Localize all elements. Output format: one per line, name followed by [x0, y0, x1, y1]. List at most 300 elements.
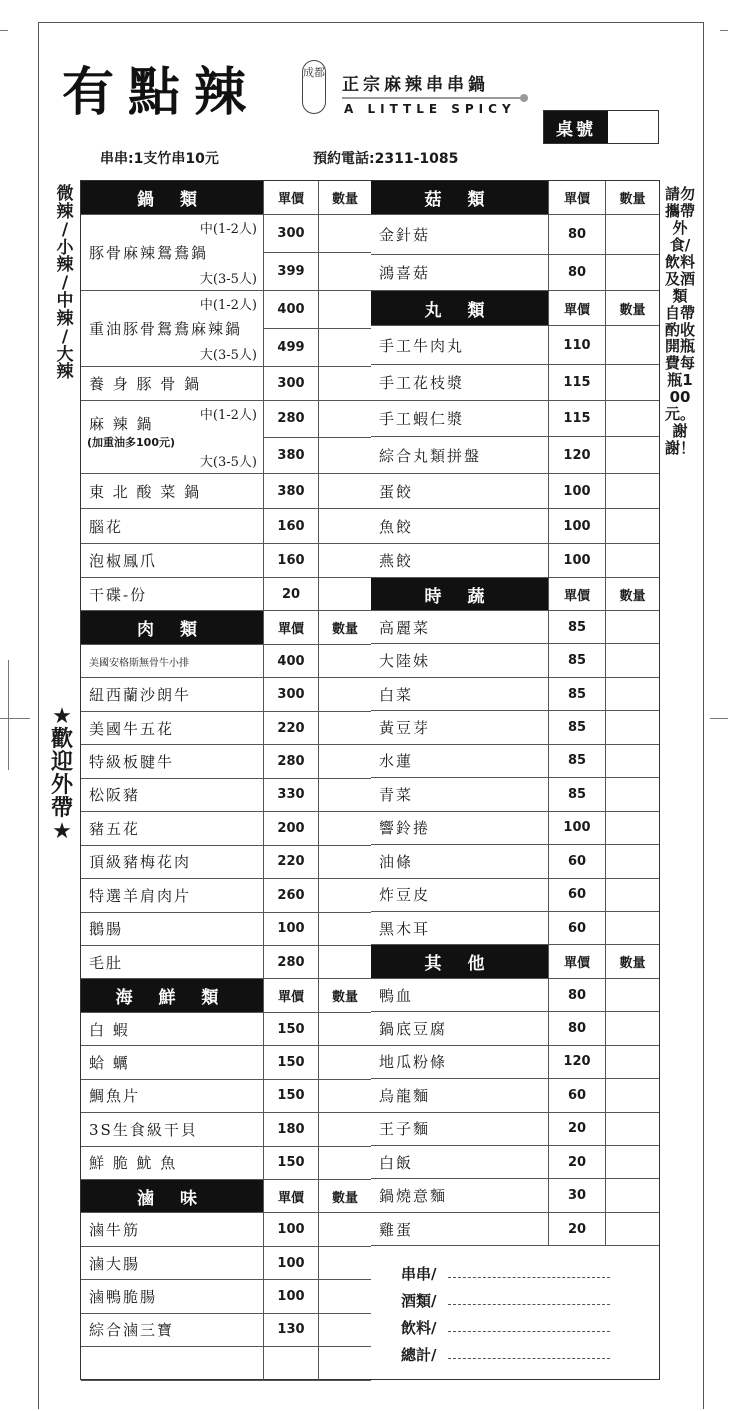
quantity-field[interactable] — [319, 879, 371, 911]
item-price — [264, 1247, 319, 1279]
menu-item-row — [371, 912, 659, 945]
quantity-field[interactable] — [319, 1213, 371, 1245]
menu-item-row — [81, 1013, 371, 1046]
menu-item-name: 魚餃 — [371, 509, 549, 543]
quantity-field[interactable] — [606, 979, 659, 1011]
table-number-box — [543, 110, 659, 144]
menu-item-row — [81, 367, 371, 401]
quantity-input[interactable] — [319, 846, 371, 878]
item-price — [264, 1280, 319, 1312]
quantity-input[interactable] — [319, 1147, 371, 1179]
quantity-field[interactable] — [319, 946, 371, 978]
size-medium-label: 中(1-2人) — [199, 222, 257, 237]
price-value: 115 — [563, 411, 591, 426]
menu-item-row — [81, 509, 371, 544]
quantity-field[interactable] — [606, 1213, 659, 1245]
item-price — [264, 1347, 319, 1379]
quantity-input[interactable] — [606, 1113, 659, 1145]
quantity-input[interactable] — [319, 291, 371, 366]
quantity-field[interactable] — [319, 1113, 371, 1145]
item-name-text: 麻 辣 鍋 — [89, 415, 154, 433]
quantity-field[interactable] — [319, 1314, 371, 1346]
menu-item-name: 金針菇 — [371, 215, 549, 254]
quantity-field[interactable] — [319, 1013, 371, 1045]
quantity-input[interactable] — [319, 913, 371, 945]
item-price — [549, 1113, 606, 1145]
menu-item-name: 高麗菜 — [371, 611, 549, 643]
item-price — [264, 712, 319, 744]
price-value: 100 — [563, 518, 591, 534]
menu-item-name: 滷牛筋 — [81, 1213, 264, 1245]
quantity-input[interactable] — [319, 1314, 371, 1346]
item-price — [264, 779, 319, 811]
menu-item-row — [371, 365, 659, 401]
item-price — [264, 474, 319, 508]
menu-item-row — [81, 1314, 371, 1347]
quantity-field[interactable] — [319, 252, 371, 290]
price-value: 20 — [567, 1221, 587, 1237]
quantity-column-header: 數量 — [619, 302, 646, 318]
price-value: 399 — [264, 252, 318, 290]
quantity-input[interactable] — [606, 437, 659, 473]
menu-item-name: 松阪豬 — [81, 779, 264, 811]
quantity-field[interactable] — [319, 1147, 371, 1179]
quantity-field[interactable] — [319, 578, 371, 610]
menu-item-row — [81, 1280, 371, 1313]
menu-item-name: 特級板腱牛 — [81, 745, 264, 777]
menu-item-name: 白 蝦 — [81, 1013, 264, 1045]
item-price — [264, 578, 319, 610]
price-value: 110 — [563, 337, 591, 353]
item-price — [264, 678, 319, 710]
price-value: 80 — [567, 1020, 587, 1036]
quantity-input[interactable] — [319, 509, 371, 543]
quantity-field[interactable] — [319, 544, 371, 577]
menu-item-row — [81, 745, 371, 778]
quantity-field[interactable] — [319, 215, 371, 252]
menu-item-name: 紐西蘭沙朗牛 — [81, 678, 264, 710]
item-price — [549, 611, 606, 643]
item-price — [549, 1146, 606, 1178]
quantity-field[interactable] — [606, 845, 659, 877]
quantity-field[interactable] — [606, 437, 659, 473]
quantity-input[interactable] — [606, 1046, 659, 1078]
quantity-field[interactable] — [319, 678, 371, 710]
quantity-field[interactable] — [606, 644, 659, 676]
quantity-field[interactable] — [319, 328, 371, 366]
menu-item-row — [371, 812, 659, 845]
price-value: 300 — [277, 226, 305, 241]
summary-label: 串串/ — [401, 1265, 437, 1284]
menu-item-row — [371, 401, 659, 437]
quantity-input[interactable] — [319, 946, 371, 978]
menu-item-name: 白菜 — [371, 678, 549, 710]
quantity-field[interactable] — [606, 215, 659, 254]
quantity-field[interactable] — [606, 326, 659, 364]
menu-item-row — [81, 578, 371, 611]
section-title: 丸 類 — [371, 291, 549, 325]
quantity-input[interactable] — [606, 1179, 659, 1211]
menu-item-row — [81, 1247, 371, 1280]
menu-item-row — [371, 509, 659, 544]
menu-item-name: 綜合丸類拼盤 — [371, 437, 549, 473]
menu-item-name: 蛋餃 — [371, 474, 549, 508]
item-price — [264, 401, 319, 473]
quantity-input[interactable] — [606, 401, 659, 436]
menu-item-row — [371, 1213, 659, 1246]
price-value: 80 — [567, 227, 587, 242]
menu-item-row — [81, 1147, 371, 1180]
price-value: 160 — [277, 553, 305, 568]
quantity-field[interactable] — [606, 879, 659, 911]
summary-total-field[interactable] — [448, 1350, 610, 1359]
quantity-field[interactable] — [319, 1046, 371, 1078]
menu-item-name: 黃豆芽 — [371, 711, 549, 743]
section-header — [371, 291, 659, 326]
menu-item-row — [371, 1012, 659, 1045]
quantity-field[interactable] — [606, 1079, 659, 1111]
menu-item-row — [81, 1347, 371, 1380]
quantity-field[interactable] — [606, 401, 659, 436]
price-column-header: 單價 — [264, 1180, 319, 1212]
quantity-input[interactable] — [319, 1113, 371, 1145]
quantity-field[interactable] — [606, 778, 659, 810]
quantity-field[interactable] — [606, 711, 659, 743]
menu-item-name: 特選羊肩肉片 — [81, 879, 264, 911]
quantity-input[interactable] — [606, 879, 659, 911]
price-value: 30 — [567, 1188, 587, 1204]
quantity-input[interactable] — [319, 1080, 371, 1112]
price-column-header: 單價 — [264, 181, 319, 214]
quantity-field[interactable] — [606, 1113, 659, 1145]
menu-item-row — [81, 645, 371, 678]
menu-item-name: 毛肚 — [81, 946, 264, 978]
quantity-input[interactable] — [319, 812, 371, 844]
item-price — [264, 509, 319, 543]
quantity-field[interactable] — [606, 745, 659, 777]
quantity-input[interactable] — [606, 326, 659, 364]
item-price — [549, 1046, 606, 1078]
summary-total-field[interactable] — [448, 1323, 610, 1332]
price-value: 300 — [277, 376, 305, 391]
quantity-field[interactable] — [606, 611, 659, 643]
size-medium-label: 中(1-2人) — [199, 408, 257, 423]
crop-mark — [720, 30, 728, 31]
item-price — [264, 1314, 319, 1346]
menu-item-name: 3S生食級干貝 — [81, 1113, 264, 1145]
quantity-field[interactable] — [606, 509, 659, 543]
quantity-field[interactable] — [319, 779, 371, 811]
quantity-field[interactable] — [606, 365, 659, 400]
quantity-column-header: 數量 — [331, 990, 358, 1006]
quantity-field[interactable] — [606, 255, 659, 290]
menu-item-name: 油條 — [371, 845, 549, 877]
section-header — [81, 611, 371, 645]
menu-item-row — [81, 1080, 371, 1113]
summary-total-field[interactable] — [448, 1269, 610, 1278]
quantity-input[interactable] — [319, 645, 371, 677]
reservation-phone: 預約電話:2311-1085 — [313, 151, 459, 167]
quantity-input[interactable] — [319, 1347, 371, 1379]
table-number-field[interactable] — [608, 111, 658, 143]
section-title: 菇 類 — [371, 181, 549, 214]
quantity-input[interactable] — [319, 779, 371, 811]
quantity-input[interactable] — [606, 778, 659, 810]
menu-left-column — [81, 181, 371, 1381]
item-name-text: 豚骨麻辣鴛鴦鍋 — [89, 244, 209, 262]
quantity-input[interactable] — [606, 912, 659, 944]
quantity-input[interactable] — [319, 474, 371, 508]
quantity-field[interactable] — [606, 544, 659, 577]
quantity-field[interactable] — [606, 912, 659, 944]
item-price — [549, 745, 606, 777]
price-value: 160 — [277, 518, 305, 534]
menu-item-row — [81, 846, 371, 879]
price-column-header: 單價 — [549, 291, 606, 325]
item-price — [549, 879, 606, 911]
quantity-field[interactable] — [319, 291, 371, 328]
menu-item-row — [81, 401, 371, 474]
quantity-input[interactable] — [319, 879, 371, 911]
quantity-field[interactable] — [606, 812, 659, 844]
price-value: 60 — [567, 920, 587, 936]
menu-item-row — [81, 1113, 371, 1146]
menu-item-name: 手工牛肉丸 — [371, 326, 549, 364]
quantity-column-header: 數量 — [331, 622, 358, 637]
menu-item-row — [371, 255, 659, 291]
quantity-field[interactable] — [319, 367, 371, 400]
menu-item-name: 鴨血 — [371, 979, 549, 1011]
item-price — [264, 1213, 319, 1245]
price-value: 100 — [277, 1255, 305, 1271]
quantity-field[interactable] — [319, 645, 371, 677]
menu-item-row — [81, 812, 371, 845]
item-price — [264, 812, 319, 844]
item-price — [549, 644, 606, 676]
price-column-header: 單價 — [264, 611, 319, 644]
item-price — [549, 678, 606, 710]
menu-item-row — [371, 678, 659, 711]
quantity-field[interactable] — [606, 1146, 659, 1178]
quantity-field[interactable] — [319, 401, 371, 437]
price-value: 330 — [277, 787, 305, 803]
quantity-input[interactable] — [606, 611, 659, 643]
price-column-header: 單價 — [549, 181, 606, 214]
price-value: 60 — [567, 1087, 587, 1103]
menu-item-row — [81, 913, 371, 946]
quantity-input[interactable] — [606, 1012, 659, 1044]
price-value: 280 — [277, 411, 305, 427]
menu-right-column — [371, 181, 659, 1379]
quantity-input[interactable] — [319, 1247, 371, 1279]
item-price — [549, 711, 606, 743]
menu-item-name — [81, 291, 264, 366]
summary-line — [401, 1287, 610, 1314]
price-value: 280 — [277, 754, 305, 770]
item-price — [549, 812, 606, 844]
quantity-input[interactable] — [319, 1046, 371, 1078]
quantity-field[interactable] — [319, 812, 371, 844]
summary-line — [401, 1341, 610, 1368]
menu-item-row — [371, 644, 659, 677]
summary-label: 飲料/ — [401, 1319, 437, 1338]
menu-item-row — [371, 778, 659, 811]
quantity-input[interactable] — [606, 215, 659, 254]
item-price — [264, 846, 319, 878]
quantity-input[interactable] — [319, 578, 371, 610]
price-value: 150 — [277, 1155, 305, 1171]
menu-item-name: 手工花枝漿 — [371, 365, 549, 400]
quantity-field[interactable] — [319, 474, 371, 508]
menu-item-name: 頂級豬梅花肉 — [81, 846, 264, 878]
item-price — [264, 544, 319, 577]
quantity-input[interactable] — [319, 1280, 371, 1312]
item-price — [264, 1013, 319, 1045]
quantity-field[interactable] — [606, 1012, 659, 1044]
menu-item-name: 滷大腸 — [81, 1247, 264, 1279]
summary-total-field[interactable] — [448, 1296, 610, 1305]
item-price — [549, 778, 606, 810]
quantity-field[interactable] — [319, 1347, 371, 1379]
menu-item-name: 腦花 — [81, 509, 264, 543]
price-value: 499 — [264, 328, 318, 366]
item-price — [549, 1179, 606, 1211]
takeout-welcome: ★歡迎外帶★ — [50, 704, 73, 845]
quantity-input[interactable] — [606, 812, 659, 844]
quantity-input[interactable] — [319, 367, 371, 400]
quantity-input[interactable] — [606, 1213, 659, 1245]
summary-label: 總計/ — [401, 1346, 437, 1365]
quantity-field[interactable] — [319, 712, 371, 744]
quantity-input[interactable] — [319, 1013, 371, 1045]
item-price — [549, 544, 606, 577]
price-value: 85 — [567, 686, 587, 702]
price-value: 100 — [563, 483, 591, 499]
price-value: 220 — [277, 720, 305, 736]
section-header — [371, 945, 659, 978]
quantity-column-header: 數量 — [619, 588, 646, 604]
menu-item-row — [81, 1046, 371, 1079]
quantity-input[interactable] — [319, 544, 371, 577]
section-title: 海 鮮 類 — [81, 979, 264, 1011]
quantity-input[interactable] — [606, 544, 659, 577]
menu-item-name: 鯛魚片 — [81, 1080, 264, 1112]
size-large-label: 大(3-5人) — [199, 272, 257, 287]
price-value: 180 — [277, 1121, 305, 1137]
summary-line — [401, 1314, 610, 1341]
menu-item-name: 青菜 — [371, 778, 549, 810]
quantity-field[interactable] — [606, 1179, 659, 1211]
price-value: 150 — [277, 1088, 305, 1104]
price-value: 100 — [277, 1289, 305, 1305]
quantity-field[interactable] — [319, 846, 371, 878]
quantity-input[interactable] — [606, 255, 659, 290]
quantity-field[interactable] — [319, 1280, 371, 1312]
quantity-input[interactable] — [606, 509, 659, 543]
quantity-field[interactable] — [319, 913, 371, 945]
quantity-field[interactable] — [319, 745, 371, 777]
quantity-input[interactable] — [319, 215, 371, 290]
quantity-field[interactable] — [606, 678, 659, 710]
quantity-input[interactable] — [606, 678, 659, 710]
quantity-field[interactable] — [319, 1247, 371, 1279]
crop-mark — [8, 660, 9, 770]
quantity-input[interactable] — [319, 712, 371, 744]
menu-item-name: 黑木耳 — [371, 912, 549, 944]
quantity-input[interactable] — [606, 845, 659, 877]
price-value: 260 — [277, 887, 305, 903]
quantity-input[interactable] — [319, 745, 371, 777]
price-value: 150 — [277, 1054, 305, 1070]
price-value: 20 — [567, 1154, 587, 1170]
price-column-header: 單價 — [549, 578, 606, 610]
quantity-input[interactable] — [319, 401, 371, 473]
quantity-input[interactable] — [606, 365, 659, 400]
item-price — [549, 365, 606, 400]
item-price — [264, 1080, 319, 1112]
menu-item-row — [81, 712, 371, 745]
outside-food-notice: 請勿攜帶外食/飲料及酒類 自帶酌收開瓶費每瓶100元。謝謝！ — [664, 185, 695, 458]
section-title: 時 蔬 — [371, 578, 549, 610]
item-price — [549, 401, 606, 436]
quantity-field[interactable] — [606, 1046, 659, 1078]
item-price — [549, 474, 606, 508]
quantity-input[interactable] — [606, 711, 659, 743]
price-value: 85 — [567, 619, 587, 635]
item-price — [549, 215, 606, 254]
menu-item-row — [371, 1046, 659, 1079]
item-price — [264, 745, 319, 777]
item-price — [264, 913, 319, 945]
price-value: 300 — [277, 687, 305, 703]
quantity-field[interactable] — [606, 474, 659, 508]
menu-item-row — [371, 979, 659, 1012]
price-value: 85 — [567, 753, 587, 769]
item-price — [264, 1147, 319, 1179]
menu-item-name: 美國安格斯無骨牛小排 — [81, 645, 264, 677]
quantity-field[interactable] — [319, 509, 371, 543]
price-column-header: 單價 — [264, 979, 319, 1011]
quantity-input[interactable] — [606, 979, 659, 1011]
price-value: 60 — [567, 853, 587, 869]
menu-item-name: 水蓮 — [371, 745, 549, 777]
quantity-input[interactable] — [606, 1079, 659, 1111]
menu-item-name — [81, 215, 264, 290]
menu-item-row — [81, 879, 371, 912]
item-price — [549, 255, 606, 290]
menu-item-name: 蛤 蠣 — [81, 1046, 264, 1078]
quantity-input[interactable] — [319, 1213, 371, 1245]
quantity-column-header: 數量 — [619, 192, 646, 207]
menu-item-row — [371, 1079, 659, 1112]
quantity-input[interactable] — [606, 1146, 659, 1178]
price-value: 80 — [567, 987, 587, 1003]
quantity-field[interactable] — [319, 437, 371, 474]
price-value — [264, 1347, 318, 1379]
item-price — [264, 367, 319, 400]
quantity-field[interactable] — [319, 1080, 371, 1112]
quantity-input[interactable] — [606, 474, 659, 508]
quantity-input[interactable] — [606, 745, 659, 777]
menu-item-row — [371, 745, 659, 778]
section-header — [81, 979, 371, 1012]
quantity-column-header: 數量 — [331, 1190, 358, 1206]
item-price — [549, 1213, 606, 1245]
quantity-input[interactable] — [606, 644, 659, 676]
menu-item-name: 豬五花 — [81, 812, 264, 844]
quantity-input[interactable] — [319, 678, 371, 710]
price-value: 80 — [567, 265, 587, 280]
